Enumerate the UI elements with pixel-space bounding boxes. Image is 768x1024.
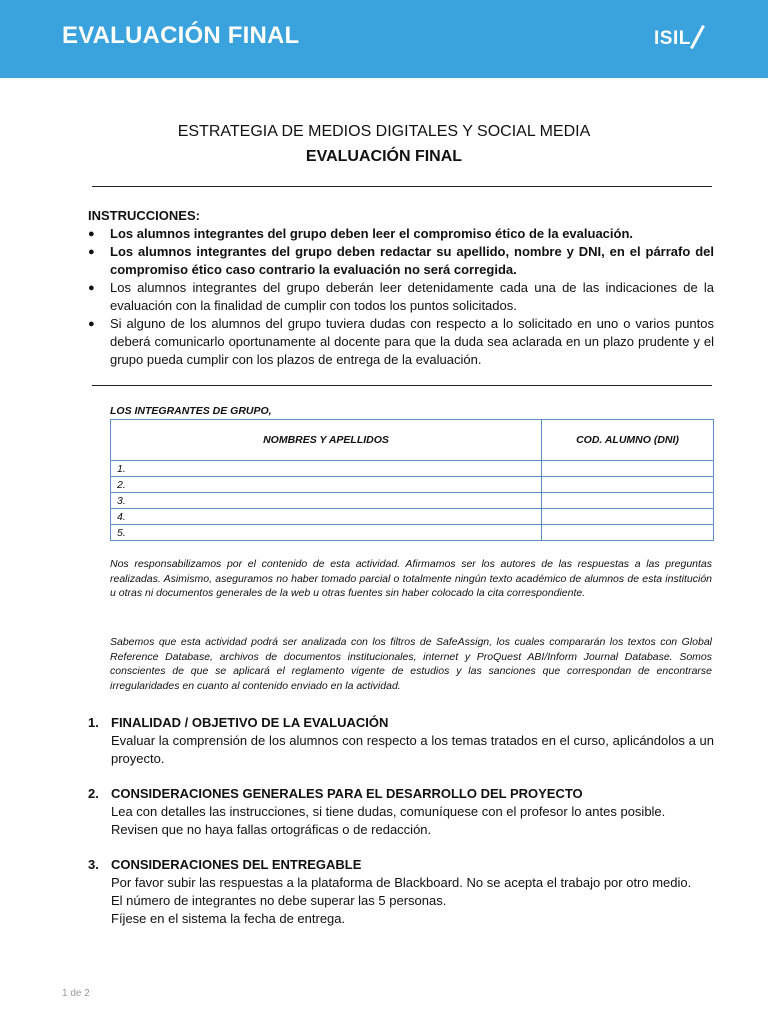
- members-label: LOS INTEGRANTES DE GRUPO,: [110, 405, 272, 417]
- instructions-heading: INSTRUCCIONES:: [88, 208, 200, 223]
- isil-logo: [654, 28, 699, 50]
- section-title: FINALIDAD / OBJETIVO DE LA EVALUACIÓN: [111, 715, 389, 730]
- instructions-block: [88, 207, 714, 369]
- member-row-number[interactable]: 3.: [111, 493, 542, 509]
- member-code-cell[interactable]: [542, 493, 714, 509]
- course-title: ESTRATEGIA DE MEDIOS DIGITALES Y SOCIAL MEDIA: [177, 123, 591, 140]
- table-row: [111, 477, 714, 493]
- member-code-cell[interactable]: [542, 525, 714, 541]
- section-objective: [88, 714, 714, 768]
- instructions-list: [88, 225, 714, 369]
- safeassign-note: Sabemos que esta actividad podrá ser analizada con los filtros de SafeAssign, los cuales compararán los textos con Global Reference Database, archivos de documentos institucionales, internet y ProQuest ABI/Inform Journal Database. Somos conscientes de que se aplicará el reglamento vigente de estudios y las sanciones que correspondan de encontrarse irregularidades en cuanto al contenido enviado en la actividad.: [110, 636, 712, 692]
- member-row-number[interactable]: 2.: [111, 477, 542, 493]
- section-line: Fíjese en el sistema la fecha de entrega.: [111, 911, 346, 926]
- section-line: El número de integrantes no debe superar las 5 personas.: [111, 893, 447, 908]
- section-line: Lea con detalles las instrucciones, si tiene dudas, comuníquese con el profesor lo antes posible.: [111, 804, 666, 819]
- column-header-code: COD. ALUMNO (DNI): [542, 420, 714, 461]
- member-code-cell[interactable]: [542, 461, 714, 477]
- instruction-item: ● Los alumnos integrantes del grupo deberán leer detenidamente cada una de las indicaciones de la evaluación con la finalidad de cumplir con todos los puntos solicitados.: [88, 279, 714, 315]
- section-heading: [88, 785, 714, 803]
- instruction-item: ● Los alumnos integrantes del grupo deben redactar su apellido, nombre y DNI, en el párrafo del compromiso ético caso contrario la evaluación no será corregida.: [88, 243, 714, 279]
- table-row: [111, 493, 714, 509]
- member-row-number[interactable]: 5.: [111, 525, 542, 541]
- header-title: EVALUACIÓN FINAL: [62, 22, 300, 49]
- table-row: [111, 461, 714, 477]
- table-row: [111, 509, 714, 525]
- section-deliverable: [88, 856, 714, 928]
- members-table-header: [111, 420, 714, 461]
- section-line: Evaluar la comprensión de los alumnos con respecto a los temas tratados en el curso, aplicándolos a un proyecto.: [111, 733, 714, 766]
- member-code-cell[interactable]: [542, 477, 714, 493]
- ethics-commitment-note: Nos responsabilizamos por el contenido de esta actividad. Afirmamos ser los autores de las respuestas a las preguntas realizadas. Asimismo, aseguramos no haber tomado parcial o totalmente ningún texto académico de alumnos de esta institución u otras ni documentos generales de la web u otras fuentes sin haber colocado la cita correspondiente.: [110, 558, 712, 599]
- members-table: [110, 419, 714, 541]
- section-number: 2.: [88, 786, 99, 801]
- member-row-number[interactable]: 4.: [111, 509, 542, 525]
- member-row-number[interactable]: 1.: [111, 461, 542, 477]
- instruction-item: ● Si alguno de los alumnos del grupo tuviera dudas con respecto a lo solicitado en uno o varios puntos deberá comunicarlo oportunamente al docente para que la duda sea aclarada en un plazo prudente y el grupo pueda cumplir con los plazos de entrega de la evaluación.: [88, 315, 714, 369]
- table-row: [111, 525, 714, 541]
- page-number: 1 de 2: [62, 988, 90, 999]
- section-number: 3.: [88, 857, 99, 872]
- document-title: EVALUACIÓN FINAL: [305, 148, 463, 165]
- logo-text: ISIL: [654, 28, 691, 49]
- divider-top: [92, 186, 712, 187]
- section-line: Por favor subir las respuestas a la plataforma de Blackboard. No se acepta el trabajo por otro medio.: [111, 875, 692, 890]
- column-header-names: NOMBRES Y APELLIDOS: [111, 420, 542, 461]
- section-general-considerations: [88, 785, 714, 839]
- divider-bottom: [92, 385, 712, 386]
- section-title: CONSIDERACIONES GENERALES PARA EL DESARROLLO DEL PROYECTO: [111, 786, 583, 801]
- logo-slash-icon: [690, 25, 705, 49]
- section-heading: [88, 714, 714, 732]
- member-code-cell[interactable]: [542, 509, 714, 525]
- section-heading: [88, 856, 714, 874]
- section-line: Revisen que no haya fallas ortográficas o de redacción.: [111, 822, 432, 837]
- section-number: 1.: [88, 715, 99, 730]
- section-title: CONSIDERACIONES DEL ENTREGABLE: [111, 857, 362, 872]
- page-header-banner: [0, 0, 768, 78]
- instruction-item: ● Los alumnos integrantes del grupo deben leer el compromiso ético de la evaluación.: [88, 225, 714, 243]
